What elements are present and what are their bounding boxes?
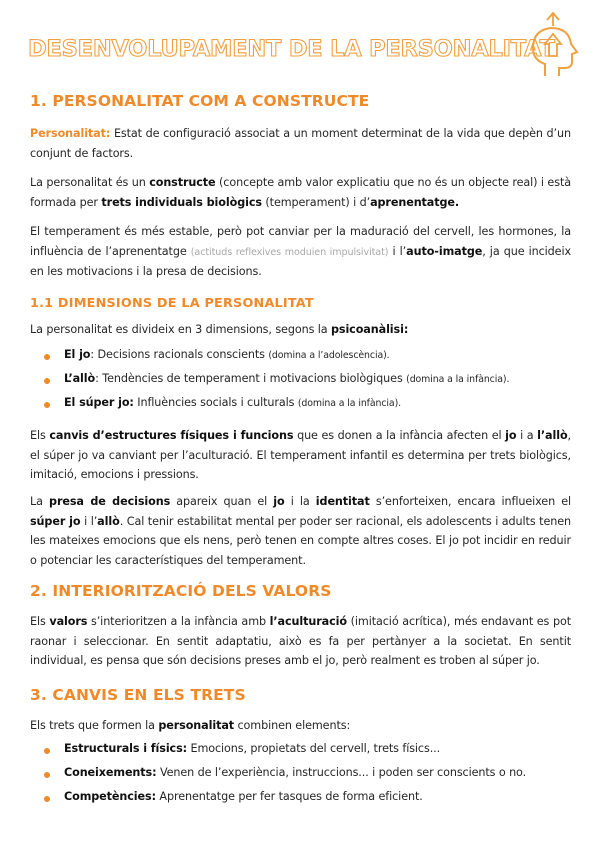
bullet-dot-icon: [44, 354, 50, 360]
list-item: El jo: Decisions racionals conscients (domina a l’adolescència).: [44, 348, 574, 361]
list-item: L’allò: Tendències de temperament i motivacions biològiques (domina a la infància).: [44, 372, 574, 385]
paragraph-presa-decisions: La presa de decisions apareix quan el jo i la identitat s’enforteixen, encara influeixen el súper jo i l’allò. Cal tenir estabilitat mental per poder ser racional, els adolescents i adults tenen les mateixes emocions que els nens, però tenen en compte altres coses. El jo pot incidir en reduir o potenciar les característiques del temperament.: [30, 495, 572, 567]
list-item: Coneixements: Venen de l’experiència, instruccions... i poden ser conscients o no.: [44, 766, 574, 779]
head-with-arrow-icon: [523, 10, 581, 80]
paragraph-valors: Els valors s’interioritzen a la infància amb l’aculturació (imitació acrítica), més endavant es pot raonar i seleccionar. En sentit adaptatiu, això es fa per pertànyer a la societat. En sentit individual, es pensa que són decisions preses amb el jo, però realment es troben al súper jo.: [30, 615, 571, 668]
section-1-1-heading: 1.1 DIMENSIONS DE LA PERSONALITAT: [30, 296, 314, 311]
paragraph-constructe: La personalitat és un constructe (concepte amb valor explicatiu que no és un objecte real) i està formada per trets individuals biològics (temperament) i d’aprenentatge.: [30, 176, 571, 209]
section-3-heading: 3. CANVIS EN ELS TRETS: [30, 686, 246, 704]
bullet-dot-icon: [44, 402, 50, 408]
paragraph-temperament: El temperament és més estable, però pot canviar per la maduració del cervell, les hormones, la influència de l’aprenentatge (actituds reflexives moduien impulsivitat) i l’auto-imatge, ja que incideix en les motivacions i la presa de decisions.: [30, 225, 571, 279]
bullet-dot-icon: [44, 378, 50, 384]
document-title: DESENVOLUPAMENT DE LA PERSONALITAT: [28, 36, 555, 62]
paragraph-trets-intro: Els trets que formen la personalitat combinen elements:: [30, 719, 351, 732]
paragraph-canvis-estructures: Els canvis d’estructures físiques i funcions que es donen a la infància afecten el jo i a l’allò, el súper jo va canviant per l’aculturació. El temperament infantil es determina per trets biològics, imitació, emocions i pressions.: [30, 429, 571, 482]
list-item: Competències: Aprenentatge per fer tasques de forma eficient.: [44, 790, 574, 803]
list-item: El súper jo: Influències socials i culturals (domina a la infància).: [44, 396, 574, 409]
list-item: Estructurals i físics: Emocions, propietats del cervell, trets físics...: [44, 742, 574, 755]
dimensions-list: [44, 348, 574, 409]
trets-list: [44, 742, 574, 803]
bullet-dot-icon: [44, 796, 50, 802]
bullet-dot-icon: [44, 748, 50, 754]
section-1-heading: 1. PERSONALITAT COM A CONSTRUCTE: [30, 92, 370, 110]
paragraph-personalitat-definition: Personalitat: Estat de configuració associat a un moment determinat de la vida que depèn d’un conjunt de factors.: [30, 127, 571, 160]
paragraph-dimensions-intro: La personalitat es divideix en 3 dimensions, segons la psicoanàlisi:: [30, 323, 409, 336]
section-2-heading: 2. INTERIORITZACIÓ DELS VALORS: [30, 582, 332, 600]
bullet-dot-icon: [44, 772, 50, 778]
